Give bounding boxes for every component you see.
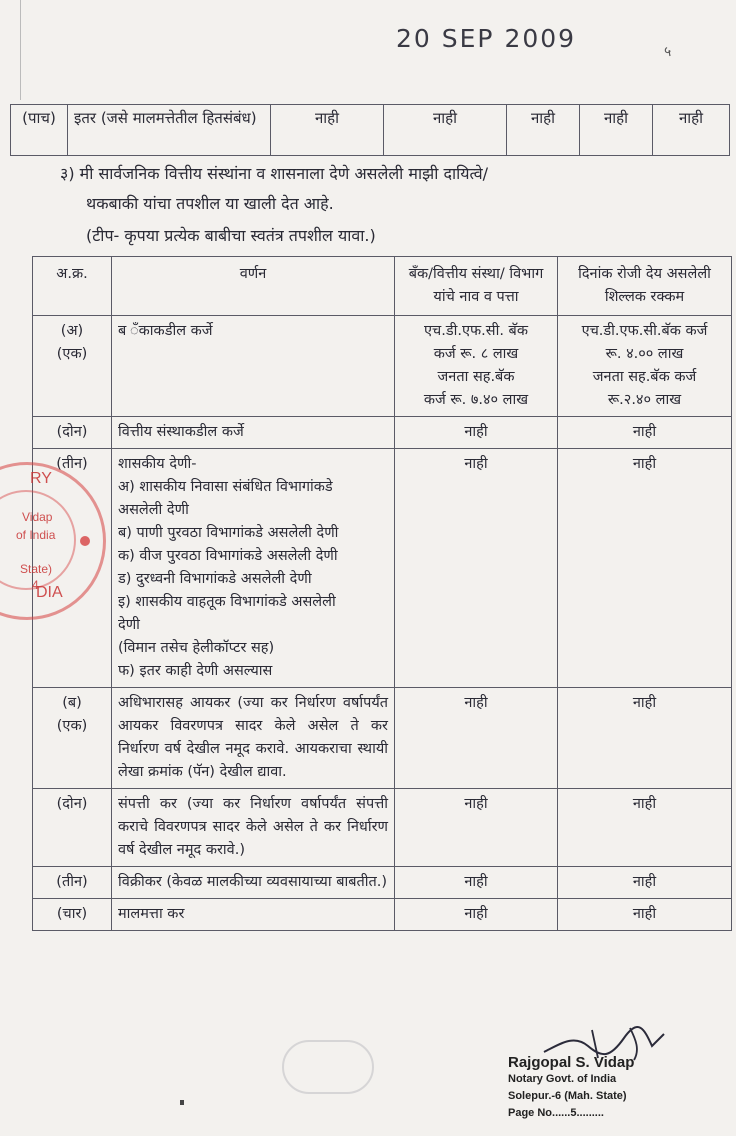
row-balance: नाही (558, 867, 732, 899)
table-row (33, 449, 732, 688)
row-number: (तीन) (33, 449, 112, 688)
row-bank: नाही (395, 449, 558, 688)
row-description: विक्रीकर (केवळ मालकीच्या व्यवसायाच्या बाबतीत.) (112, 867, 395, 899)
row-bank: नाही (395, 417, 558, 449)
row-balance: नाही (558, 417, 732, 449)
notary-place: Solepur.-6 (Mah. State) (508, 1090, 627, 1102)
date-stamp: 20 SEP 2009 (396, 24, 577, 53)
ink-dot (180, 1100, 184, 1105)
faint-stamp (282, 1040, 374, 1094)
row-number: (तीन) (33, 867, 112, 899)
header-bank: बँक/वित्तीय संस्था/ विभाग यांचे नाव व पत्ता (395, 257, 558, 316)
intro-line: ३) मी सार्वजनिक वित्तीय संस्थांना व शासनाला देणे असलेली माझी दायित्वे/ (60, 164, 489, 183)
row-description: मालमत्ता कर (112, 899, 395, 931)
row-value: नाही (271, 105, 384, 156)
row-number: (अ) (एक) (33, 316, 112, 417)
row-balance: नाही (558, 899, 732, 931)
table-row (33, 417, 732, 449)
row-number: (दोन) (33, 789, 112, 867)
table-row (33, 899, 732, 931)
row-value: नाही (384, 105, 507, 156)
row-balance: नाही (558, 789, 732, 867)
row-number: (ब) (एक) (33, 688, 112, 789)
row-number: (चार) (33, 899, 112, 931)
table-row (33, 867, 732, 899)
table-row (33, 789, 732, 867)
row-value: नाही (580, 105, 653, 156)
row-bank: नाही (395, 789, 558, 867)
row-description: इतर (जसे मालमत्तेतील हितसंबंध) (68, 105, 271, 156)
row-number: (दोन) (33, 417, 112, 449)
row-description: अधिभारासह आयकर (ज्या कर निर्धारण वर्षापर्यंत आयकर विवरणपत्र सादर केले असेल ते कर निर्धारण वर्ष देखील नमूद करावे. आयकराचा स्थायी लेखा क्रमांक (पॅन) देखील द्यावा. (112, 688, 395, 789)
table-row (33, 316, 732, 417)
row-description: शासकीय देणी- अ) शासकीय निवासा संबंधित विभागांकडे असलेली देणी ब) पाणी पुरवठा विभागांकडे असलेली देणी क) वीज पुरवठा विभागांकडे असलेली देणी ड) दुरध्वनी विभागांकडे असलेली देणी इ) शासकीय वाहतूक विभागांकडे असलेली देणी (विमान तसेच हेलीकॉप्टर सह) फ) इतर काही देणी असल्यास (112, 449, 395, 688)
row-bank: नाही (395, 867, 558, 899)
row-value: नाही (507, 105, 580, 156)
margin-line (20, 0, 21, 100)
notary-name: Rajgopal S. Vidap (508, 1054, 635, 1071)
notary-title: Notary Govt. of India (508, 1073, 617, 1085)
page-mark: ५ (664, 44, 672, 60)
page-number-label: Page No......5......... (508, 1107, 604, 1119)
table-header-row (33, 257, 732, 316)
table-row (11, 105, 730, 156)
seal-text: of India (16, 528, 56, 542)
intro-line: थकबाकी यांचा तपशील या खाली देत आहे. (86, 194, 334, 213)
row-description: वित्तीय संस्थाकडील कर्जे (112, 417, 395, 449)
row-number: (पाच) (11, 105, 68, 156)
row-balance: एच.डी.एफ.सी.बॅक कर्ज रू. ४.०० लाख जनता सह.बॅक कर्ज रू.२.४० लाख (558, 316, 732, 417)
liabilities-table (32, 256, 732, 931)
seal-text: State) (20, 562, 53, 576)
notary-block (508, 1054, 634, 1122)
seal-text-arc-bottom: DIA (36, 584, 63, 601)
row-description: संपत्ती कर (ज्या कर निर्धारण वर्षापर्यंत संपत्ती कराचे विवरणपत्र सादर केले असेल ते कर निर्धारण वर्ष देखील नमूद करावे.) (112, 789, 395, 867)
seal-text-arc-top: RY (30, 470, 52, 487)
header-description: वर्णन (112, 257, 395, 316)
row-bank: नाही (395, 899, 558, 931)
header-balance: दिनांक रोजी देय असलेली शिल्लक रक्कम (558, 257, 732, 316)
header-no: अ.क्र. (33, 257, 112, 316)
row-bank: नाही (395, 688, 558, 789)
seal-text: Vidap (22, 510, 53, 524)
seal-dot (80, 536, 90, 546)
top-continuation-table (10, 104, 730, 156)
table-row (33, 688, 732, 789)
intro-note: (टीप- कृपया प्रत्येक बाबीचा स्वतंत्र तपशील यावा.) (86, 226, 376, 245)
seal-text: 4 (32, 578, 39, 592)
row-balance: नाही (558, 688, 732, 789)
row-balance: नाही (558, 449, 732, 688)
row-value: नाही (653, 105, 730, 156)
row-bank: एच.डी.एफ.सी. बॅक कर्ज रू. ८ लाख जनता सह.बॅक कर्ज रू. ७.४० लाख (395, 316, 558, 417)
row-description: ब ँकाकडील कर्जे (112, 316, 395, 417)
